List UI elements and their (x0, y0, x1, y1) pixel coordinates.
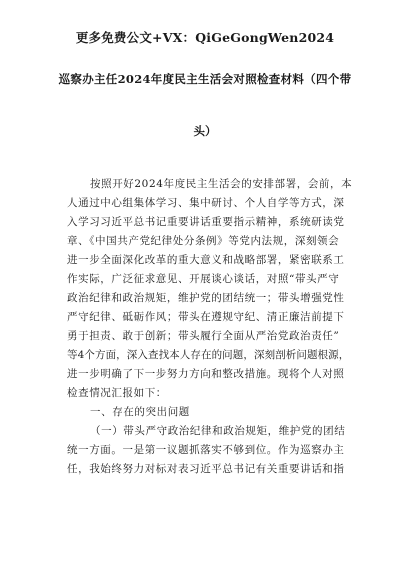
body-line: 作实际，广泛征求意见、开展谈心谈话，对照“带头严守 (67, 273, 340, 285)
body-line: 章、《中国共产党纪律处分条例》等党内法规，深刻领会 (67, 235, 340, 247)
body-line: 入学习习近平总书记重要讲话重要指示精神，系统研读党 (67, 216, 345, 228)
body-line: 等4个方面，深入查找本人存在的问题，深刻剖析问题根源， (67, 349, 350, 361)
body-line: 按照开好2024年度民主生活会的安排部署，会前，本 (90, 178, 353, 190)
body-line: 勇于担责、敢于创新；带头履行全面从严治党政治责任” (67, 330, 340, 342)
document-title-line-2: 头） (193, 124, 217, 138)
body-line: 人通过中心组集体学习、集中研讨、个人自学等方式，深 (67, 197, 345, 209)
body-line: 进一步全面深化改革的重大意义和战略部署，紧密联系工 (67, 254, 345, 266)
document-title-line-1: 巡察办主任2024年度民主生活会对照检查材料（四个带 (58, 72, 352, 86)
page-header: 更多免费公文+VX：QiGeGongWen2024 (75, 30, 335, 45)
body-line: 政治纪律和政治规矩，维护党的团结统一；带头增强党性 (67, 292, 345, 304)
body-line: 任，我始终努力对标对表习近平总书记有关重要讲话和指 (67, 463, 345, 475)
section-heading: 一、存在的突出问题 (90, 406, 190, 418)
body-line: 严守纪律、砥砺作风；带头在遵规守纪、清正廉洁前提下 (67, 311, 345, 323)
body-line: 进一步明确了下一步努力方向和整改措施。现将个人对照 (67, 368, 345, 380)
body-line: （一）带头严守政治纪律和政治规矩，维护党的团结 (90, 425, 346, 437)
body-line: 统一方面。一是第一议题抓落实不够到位。作为巡察办主 (67, 444, 345, 456)
body-line: 检查情况汇报如下： (67, 387, 167, 399)
